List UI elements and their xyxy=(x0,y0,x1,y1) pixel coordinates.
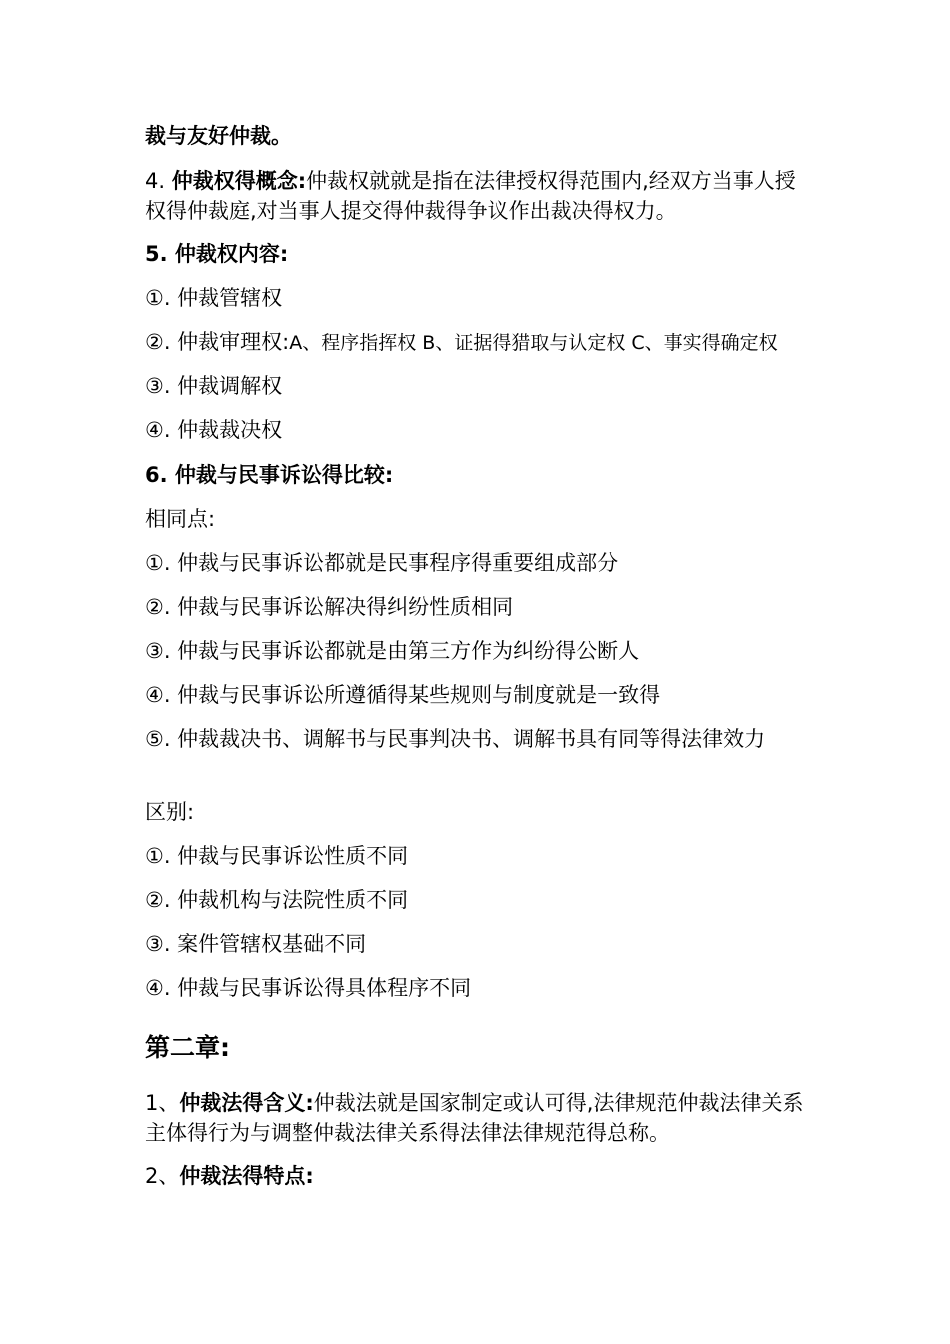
paragraph-number: 2、 xyxy=(145,1164,180,1188)
list-item: ①. 仲裁与民事诉讼都就是民事程序得重要组成部分 xyxy=(145,551,619,575)
heading-6: 6. 仲裁与民事诉讼得比较: xyxy=(145,463,394,487)
paragraph-4-text: 仲裁权就就是指在法律授权得范围内,经双方当事人授权得仲裁庭,对当事人提交得仲裁得争议作出裁决得权力。 xyxy=(145,169,796,223)
paragraph-number: 1、 xyxy=(145,1091,180,1115)
differences-label: 区别: xyxy=(145,800,195,824)
heading-5: 5. 仲裁权内容: xyxy=(145,242,289,266)
list-item: ①. 仲裁管辖权 xyxy=(145,286,283,310)
list-item: ④. 仲裁与民事诉讼所遵循得某些规则与制度就是一致得 xyxy=(145,683,661,707)
paragraph-intro: 裁与友好仲裁。 xyxy=(145,124,292,148)
paragraph-4-heading: 仲裁权得概念: xyxy=(171,169,307,193)
list-item-detail: A、程序指挥权 B、证据得猎取与认定权 C、事实得确定权 xyxy=(289,332,778,354)
list-item: ③. 仲裁调解权 xyxy=(145,374,283,398)
paragraph-4-number: 4. xyxy=(145,169,172,193)
list-item: ①. 仲裁与民事诉讼性质不同 xyxy=(145,844,409,868)
list-item-label: ②. 仲裁审理权: xyxy=(145,330,290,354)
list-item: ④. 仲裁与民事诉讼得具体程序不同 xyxy=(145,976,472,1000)
chapter2-paragraph-1 xyxy=(145,1088,815,1148)
list-item: ②. 仲裁机构与法院性质不同 xyxy=(145,888,409,912)
list-item: ④. 仲裁裁决权 xyxy=(145,418,283,442)
paragraph-text: 仲裁法就是国家制定或认可得,法律规范仲裁法律关系主体得行为与调整仲裁法律关系得法律法律规范得总称。 xyxy=(145,1091,804,1145)
list-item: ⑤. 仲裁裁决书、调解书与民事判决书、调解书具有同等得法律效力 xyxy=(145,727,766,751)
list-item: ②. 仲裁与民事诉讼解决得纠纷性质相同 xyxy=(145,595,514,619)
chapter2-paragraph-2 xyxy=(145,1161,815,1191)
paragraph-4 xyxy=(145,166,815,226)
paragraph-heading: 仲裁法得含义: xyxy=(179,1091,314,1115)
chapter-heading: 第二章: xyxy=(145,1033,230,1062)
list-item: ③. 仲裁与民事诉讼都就是由第三方作为纠纷得公断人 xyxy=(145,639,640,663)
paragraph-heading: 仲裁法得特点: xyxy=(179,1164,314,1188)
same-points-label: 相同点: xyxy=(145,507,216,531)
list-item xyxy=(145,327,815,358)
list-item: ③. 案件管辖权基础不同 xyxy=(145,932,367,956)
